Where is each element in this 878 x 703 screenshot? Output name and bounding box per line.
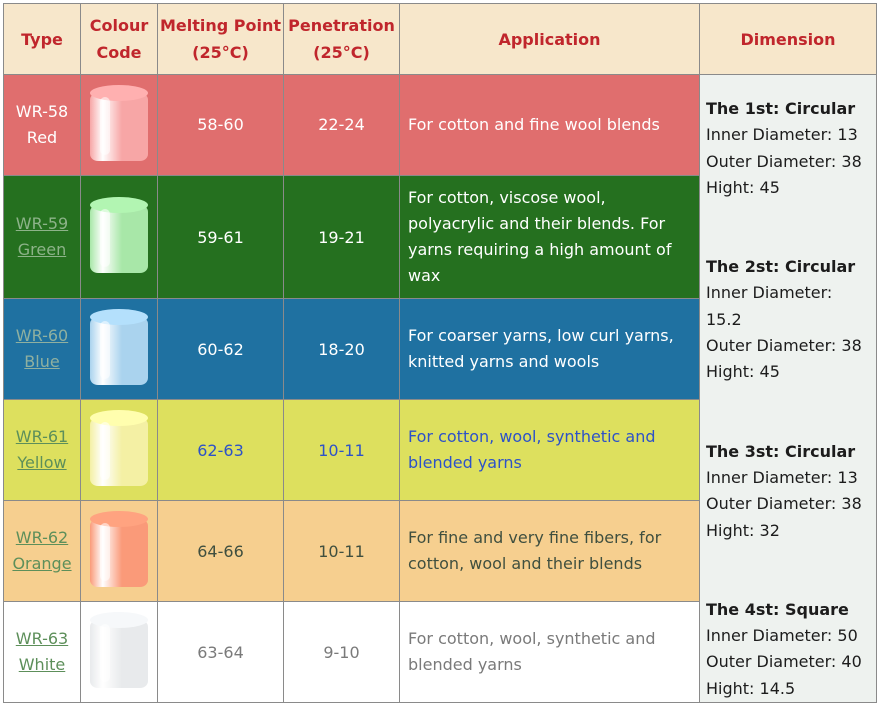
dimension-line: Outer Diameter: 38 [706, 336, 862, 356]
dimension-line: Hight: 45 [706, 362, 780, 382]
dimension-line: Hight: 45 [706, 177, 780, 197]
dimension-line: Inner Diameter: 15.2 [706, 283, 833, 329]
dimension-cell [700, 75, 877, 703]
colour-swatch-cell [81, 602, 158, 703]
type-code-link[interactable]: WR-61 [15, 427, 69, 447]
penetration-cell: 10-11 [284, 501, 400, 602]
colour-swatch-cell [81, 299, 158, 400]
type-cell [4, 175, 81, 298]
dimension-title: The 3st: Circular [706, 441, 856, 461]
type-code-link[interactable]: WR-62 [15, 528, 69, 548]
header-colour-code: Colour Code [81, 4, 158, 75]
penetration-cell: 18-20 [284, 299, 400, 400]
dimension-line: Outer Diameter: 40 [706, 652, 862, 672]
melting-point-cell: 63-64 [158, 602, 284, 703]
dimension-line: Hight: 32 [706, 520, 780, 540]
colour-swatch-cell [81, 400, 158, 501]
wax-cylinder-icon [90, 307, 148, 391]
melting-point-cell: 58-60 [158, 75, 284, 176]
type-color-link[interactable]: White [18, 655, 66, 675]
header-dimension: Dimension [700, 4, 877, 75]
application-cell: For fine and very fine fibers, for cotton, wool and their blends [400, 501, 700, 602]
dimension-title: The 4st: Square [706, 599, 849, 619]
application-cell: For coarser yarns, low curl yarns, knitted yarns and wools [400, 299, 700, 400]
application-cell: For cotton, wool, synthetic and blended yarns [400, 602, 700, 703]
application-cell: For cotton and fine wool blends [400, 75, 700, 176]
wax-cylinder-icon [90, 408, 148, 492]
wax-cylinder-icon [90, 83, 148, 167]
type-color-link[interactable]: Yellow [17, 453, 67, 473]
wax-cylinder-icon [90, 610, 148, 694]
wax-spec-table [3, 3, 877, 703]
type-cell [4, 602, 81, 703]
type-code-link[interactable]: WR-60 [15, 326, 69, 346]
dimension-block [706, 96, 870, 201]
dimension-line: Inner Diameter: 13 [706, 125, 858, 145]
colour-swatch-cell [81, 75, 158, 176]
dimension-line: Outer Diameter: 38 [706, 494, 862, 514]
type-color-link[interactable]: Red [26, 127, 58, 147]
dimension-block [706, 254, 870, 385]
dimension-title: The 2st: Circular [706, 257, 856, 277]
wax-cylinder-icon [90, 195, 148, 279]
header-type: Type [4, 4, 81, 75]
header-melting-point: Melting Point (25°C) [158, 4, 284, 75]
dimension-line: Hight: 14.5 [706, 678, 796, 698]
penetration-cell: 19-21 [284, 175, 400, 298]
penetration-cell: 22-24 [284, 75, 400, 176]
type-cell [4, 75, 81, 176]
dimension-block [706, 597, 870, 702]
wax-cylinder-icon [90, 509, 148, 593]
application-cell: For cotton, viscose wool, polyacrylic and their blends. For yarns requiring a high amount of wax [400, 175, 700, 298]
dimension-line: Inner Diameter: 13 [706, 467, 858, 487]
penetration-cell: 10-11 [284, 400, 400, 501]
table-row [4, 75, 877, 176]
colour-swatch-cell [81, 501, 158, 602]
melting-point-cell: 62-63 [158, 400, 284, 501]
melting-point-cell: 60-62 [158, 299, 284, 400]
type-color-link[interactable]: Orange [12, 554, 72, 574]
type-color-link[interactable]: Green [17, 240, 67, 260]
dimension-title: The 1st: Circular [706, 99, 856, 118]
header-penetration: Penetration (25°C) [284, 4, 400, 75]
colour-swatch-cell [81, 175, 158, 298]
type-code-link[interactable]: WR-58 [15, 101, 69, 121]
header-row [4, 4, 877, 75]
melting-point-cell: 64-66 [158, 501, 284, 602]
header-application: Application [400, 4, 700, 75]
type-cell [4, 501, 81, 602]
type-color-link[interactable]: Blue [24, 352, 60, 372]
melting-point-cell: 59-61 [158, 175, 284, 298]
type-code-link[interactable]: WR-59 [15, 214, 69, 234]
dimension-block [706, 439, 870, 544]
type-cell [4, 400, 81, 501]
dimension-line: Inner Diameter: 50 [706, 626, 858, 646]
type-code-link[interactable]: WR-63 [15, 629, 69, 649]
application-cell: For cotton, wool, synthetic and blended yarns [400, 400, 700, 501]
type-cell [4, 299, 81, 400]
penetration-cell: 9-10 [284, 602, 400, 703]
dimension-line: Outer Diameter: 38 [706, 151, 862, 171]
